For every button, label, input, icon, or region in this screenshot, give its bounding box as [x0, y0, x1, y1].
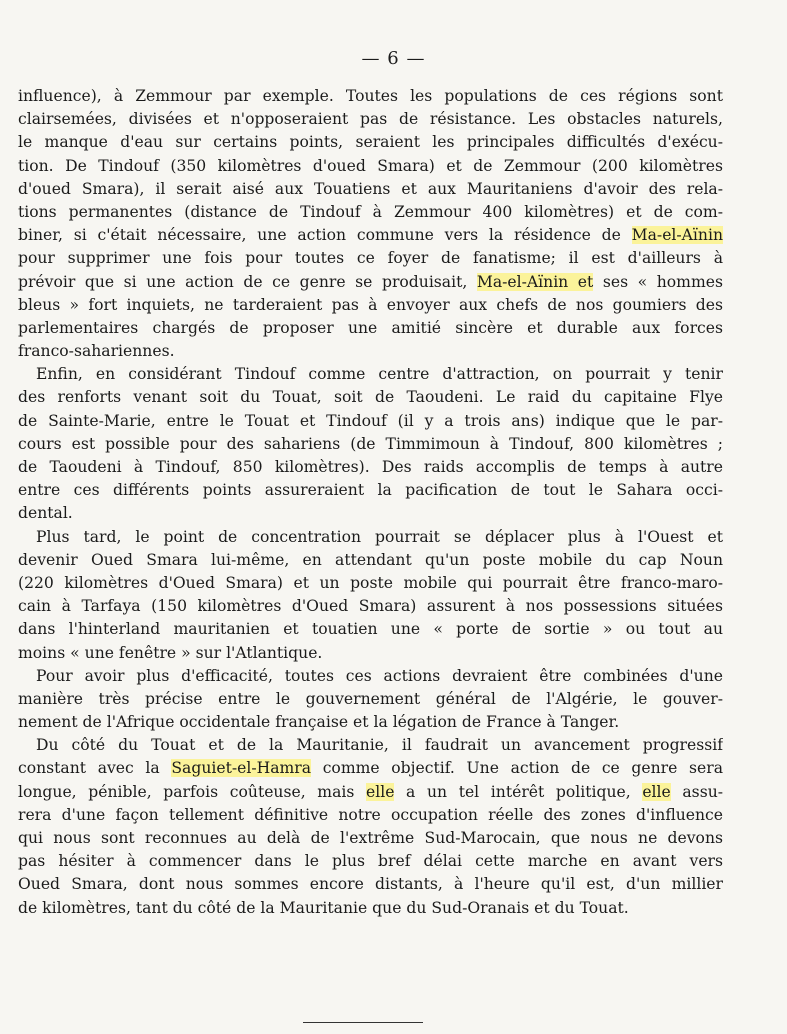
text-line: pour supprimer une fois pour toutes ce foyer de fanatisme; il est d'ailleurs à [18, 249, 723, 268]
text-line: le manque d'eau sur certains points, seraient les principales difficultés d'exécu- [18, 133, 723, 152]
text-line: de kilomètres, tant du côté de la Mauritanie que du Sud-Oranais et du Touat. [18, 898, 629, 917]
text-line: Plus tard, le point de concentration pourrait se déplacer plus à l'Ouest et [36, 527, 723, 546]
text-line: cours est possible pour des sahariens (de Timmimoun à Tindouf, 800 kilomètres ; [18, 434, 723, 453]
text-line [18, 224, 723, 247]
text-line: tion. De Tindouf (350 kilomètres d'oued Smara) et de Zemmour (200 kilomètres [18, 156, 723, 175]
text-line [18, 271, 723, 294]
text-line: manière très précise entre le gouvernement général de l'Algérie, le gouver- [18, 689, 723, 708]
text-line [18, 757, 723, 780]
text-line: des renforts venant soit du Touat, soit de Taoudeni. Le raid du capitaine Flye [18, 388, 723, 407]
text-segment: longue, pénible, parfois coûteuse, mais [18, 782, 366, 801]
text-segment: biner, si c'était nécessaire, une action commune vers la résidence de [18, 226, 632, 245]
text-line: (220 kilomètres d'Oued Smara) et un poste mobile qui pourrait être franco-maro- [18, 573, 723, 592]
highlighted-text: Saguiet-el-Hamra [171, 759, 312, 778]
text-line: entre ces différents points assureraient la pacification de tout le Sahara occi- [18, 481, 723, 500]
text-line: Oued Smara, dont nous sommes encore distants, à l'heure qu'il est, d'un millier [18, 875, 723, 894]
text-line: qui nous sont reconnues au delà de l'extrême Sud-Marocain, que nous ne devons [18, 829, 723, 847]
text-segment: ses « hommes [593, 272, 723, 291]
text-line: bleus » fort inquiets, ne tarderaient pas à envoyer aux chefs de nos goumiers des [18, 295, 723, 314]
text-line: moins « une fenêtre » sur l'Atlantique. [18, 643, 323, 662]
text-line: de Taoudeni à Tindouf, 850 kilomètres). Des raids accomplis de temps à autre [18, 458, 723, 476]
text-line: influence), à Zemmour par exemple. Toutes les populations de ces régions sont [18, 87, 723, 105]
text-line: dans l'hinterland mauritanien et touatien une « porte de sortie » ou tout au [18, 620, 723, 639]
body-text [18, 85, 723, 920]
text-segment: assu- [670, 782, 723, 801]
page-number: — 6 — [361, 48, 426, 69]
text-line: Du côté du Touat et de la Mauritanie, il faudrait un avancement progressif [36, 736, 723, 755]
text-line: parlementaires chargés de proposer une amitié sincère et durable aux forces [18, 318, 723, 337]
text-line: franco-sahariennes. [18, 342, 175, 361]
text-line: nement de l'Afrique occidentale française et la légation de France à Tanger. [18, 713, 620, 732]
text-line: rera d'une façon tellement définitive notre occupation réelle des zones d'influence [18, 805, 723, 824]
highlighted-text: elle [366, 782, 395, 801]
highlighted-text: Ma-el-Aïnin [631, 226, 723, 245]
text-line [18, 781, 723, 804]
text-line: devenir Oued Smara lui-même, en attendant qu'un poste mobile du cap Noun [18, 550, 723, 569]
text-line: tions permanentes (distance de Tindouf à Zemmour 400 kilomètres) et de com- [18, 202, 723, 221]
text-segment: a un tel intérêt politique, [394, 782, 643, 801]
text-line: Pour avoir plus d'efficacité, toutes ces actions devraient être combinées d'une [36, 666, 723, 685]
highlighted-text: Ma-el-Aïnin et [476, 272, 594, 291]
text-segment: constant avec la [18, 759, 172, 778]
text-line: pas hésiter à commencer dans le plus bref délai cette marche en avant vers [18, 852, 723, 871]
text-line: dental. [18, 504, 73, 523]
text-line: de Sainte-Marie, entre le Touat et Tindouf (il y a trois ans) indique que le par- [18, 411, 723, 430]
highlighted-text: elle [642, 782, 671, 801]
text-line: d'oued Smara), il serait aisé aux Touatiens et aux Mauritaniens d'avoir des rela- [18, 179, 723, 198]
footer-rule [303, 1022, 423, 1023]
text-segment: prévoir que si une action de ce genre se produisait, [18, 272, 477, 291]
text-line: cain à Tarfaya (150 kilomètres d'Oued Smara) assurent à nos possessions situées [18, 597, 723, 616]
text-line: Enfin, en considérant Tindouf comme centre d'attraction, on pourrait y tenir [36, 365, 723, 384]
text-segment: comme objectif. Une action de ce genre sera [311, 759, 723, 778]
text-line: clairsemées, divisées et n'opposeraient pas de résistance. Les obstacles naturels, [18, 110, 723, 129]
